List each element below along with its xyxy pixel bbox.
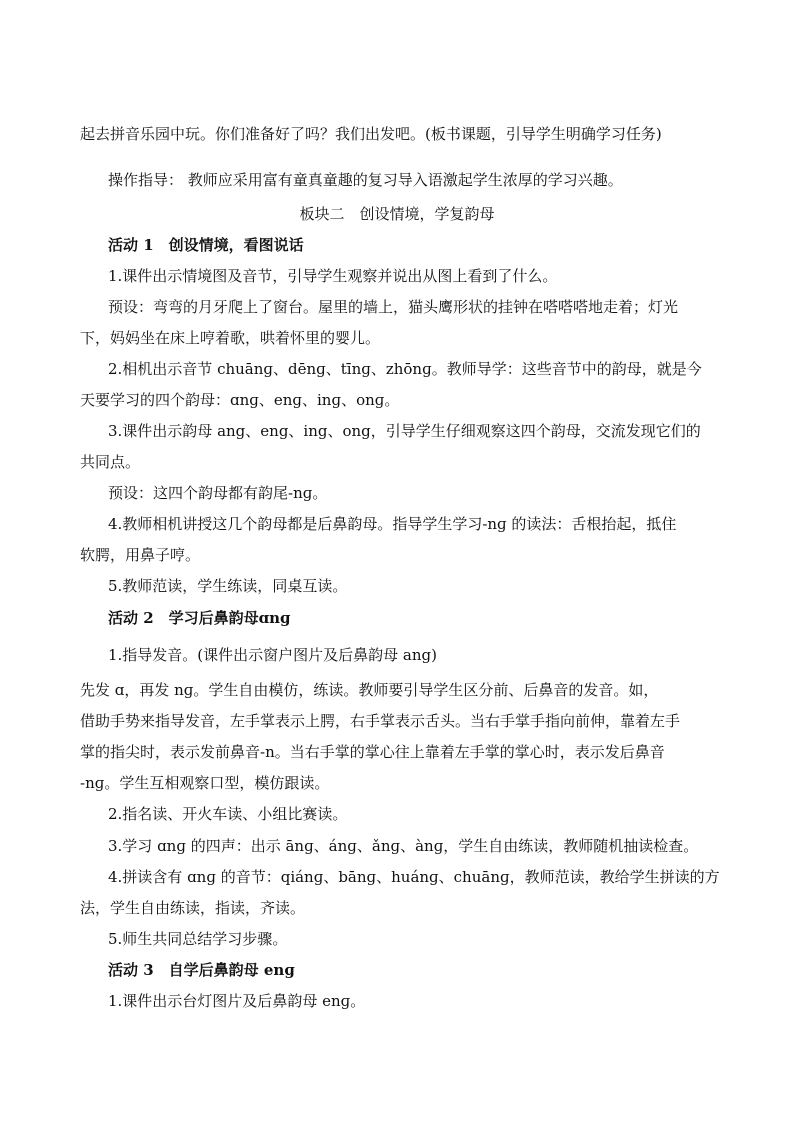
paragraph-line: 软腭，用鼻子哼。 [80,546,201,564]
paragraph-line: 4.教师相机讲授这几个韵母都是后鼻韵母。指导学生学习-nɡ 的读法：舌根抬起，抵住 [108,515,677,533]
activity-heading-3: 活动 3 自学后鼻韵母 enɡ [108,961,295,979]
paragraph-line: 预设：这四个韵母都有韵尾-nɡ。 [108,484,328,502]
paragraph-line: -nɡ。学生互相观察口型，模仿跟读。 [80,774,330,792]
paragraph-line: 5.教师范读，学生练读，同桌互读。 [108,577,348,595]
paragraph-line: 2.指名读、开火车读、小组比赛读。 [108,805,348,823]
operation-guide: 操作指导： 教师应采用富有童真童趣的复习导入语激起学生浓厚的学习兴趣。 [108,171,623,189]
paragraph-line: 先发 ɑ，再发 nɡ。学生自由模仿，练读。教师要引导学生区分前、后鼻音的发音。如， [80,681,659,699]
paragraph-line: 4.拼读含有 ɑnɡ 的音节：qiánɡ、bānɡ、huánɡ、chuānɡ，教师范读，教给学生拼读的方 [108,868,720,886]
section-heading: 板块二 创设情境，学复韵母 [299,205,495,223]
paragraph-line: 5.师生共同总结学习步骤。 [108,930,288,948]
paragraph-line: 共同点。 [80,453,141,471]
paragraph-line: 3.学习 ɑnɡ 的四声：出示 ānɡ、ánɡ、ǎnɡ、ànɡ，学生自由练读，教师随机抽读检查。 [108,837,699,855]
paragraph-line: 天要学习的四个韵母：ɑnɡ、enɡ、inɡ、onɡ。 [80,391,400,409]
paragraph-line: 掌的指尖时，表示发前鼻音-n。当右手掌的掌心往上靠着左手掌的掌心时，表示发后鼻音 [80,743,665,761]
paragraph-line: 起去拼音乐园中玩。你们准备好了吗？我们出发吧。(板书课题，引导学生明确学习任务) [80,125,662,143]
paragraph-line: 1.课件出示台灯图片及后鼻韵母 enɡ。 [108,992,366,1010]
paragraph-line: 1.课件出示情境图及音节，引导学生观察并说出从图上看到了什么。 [108,267,558,285]
paragraph-line: 3.课件出示韵母 ang、eng、ing、ong，引导学生仔细观察这四个韵母，交流发现它们的 [108,422,701,440]
paragraph-line: 法，学生自由练读，指读，齐读。 [80,899,306,917]
paragraph-line: 预设：弯弯的月牙爬上了窗台。屋里的墙上，猫头鹰形状的挂钟在嗒嗒嗒地走着；灯光 [108,298,679,316]
activity-heading-2: 活动 2 学习后鼻韵母ɑnɡ [108,609,291,627]
paragraph-line: 下，妈妈坐在床上哼着歌，哄着怀里的婴儿。 [80,329,381,347]
paragraph-line: 2.相机出示音节 chuānɡ、dēnɡ、tīnɡ、zhōnɡ。教师导学：这些音节中的韵母，就是今 [108,360,702,378]
paragraph-line: 1.指导发音。(课件出示窗户图片及后鼻韵母 ang) [108,646,437,664]
paragraph-line: 借助手势来指导发音，左手掌表示上腭，右手掌表示舌头。当右手掌手指向前伸，靠着左手 [80,712,681,730]
activity-heading-1: 活动 1 创设情境，看图说话 [108,236,304,254]
